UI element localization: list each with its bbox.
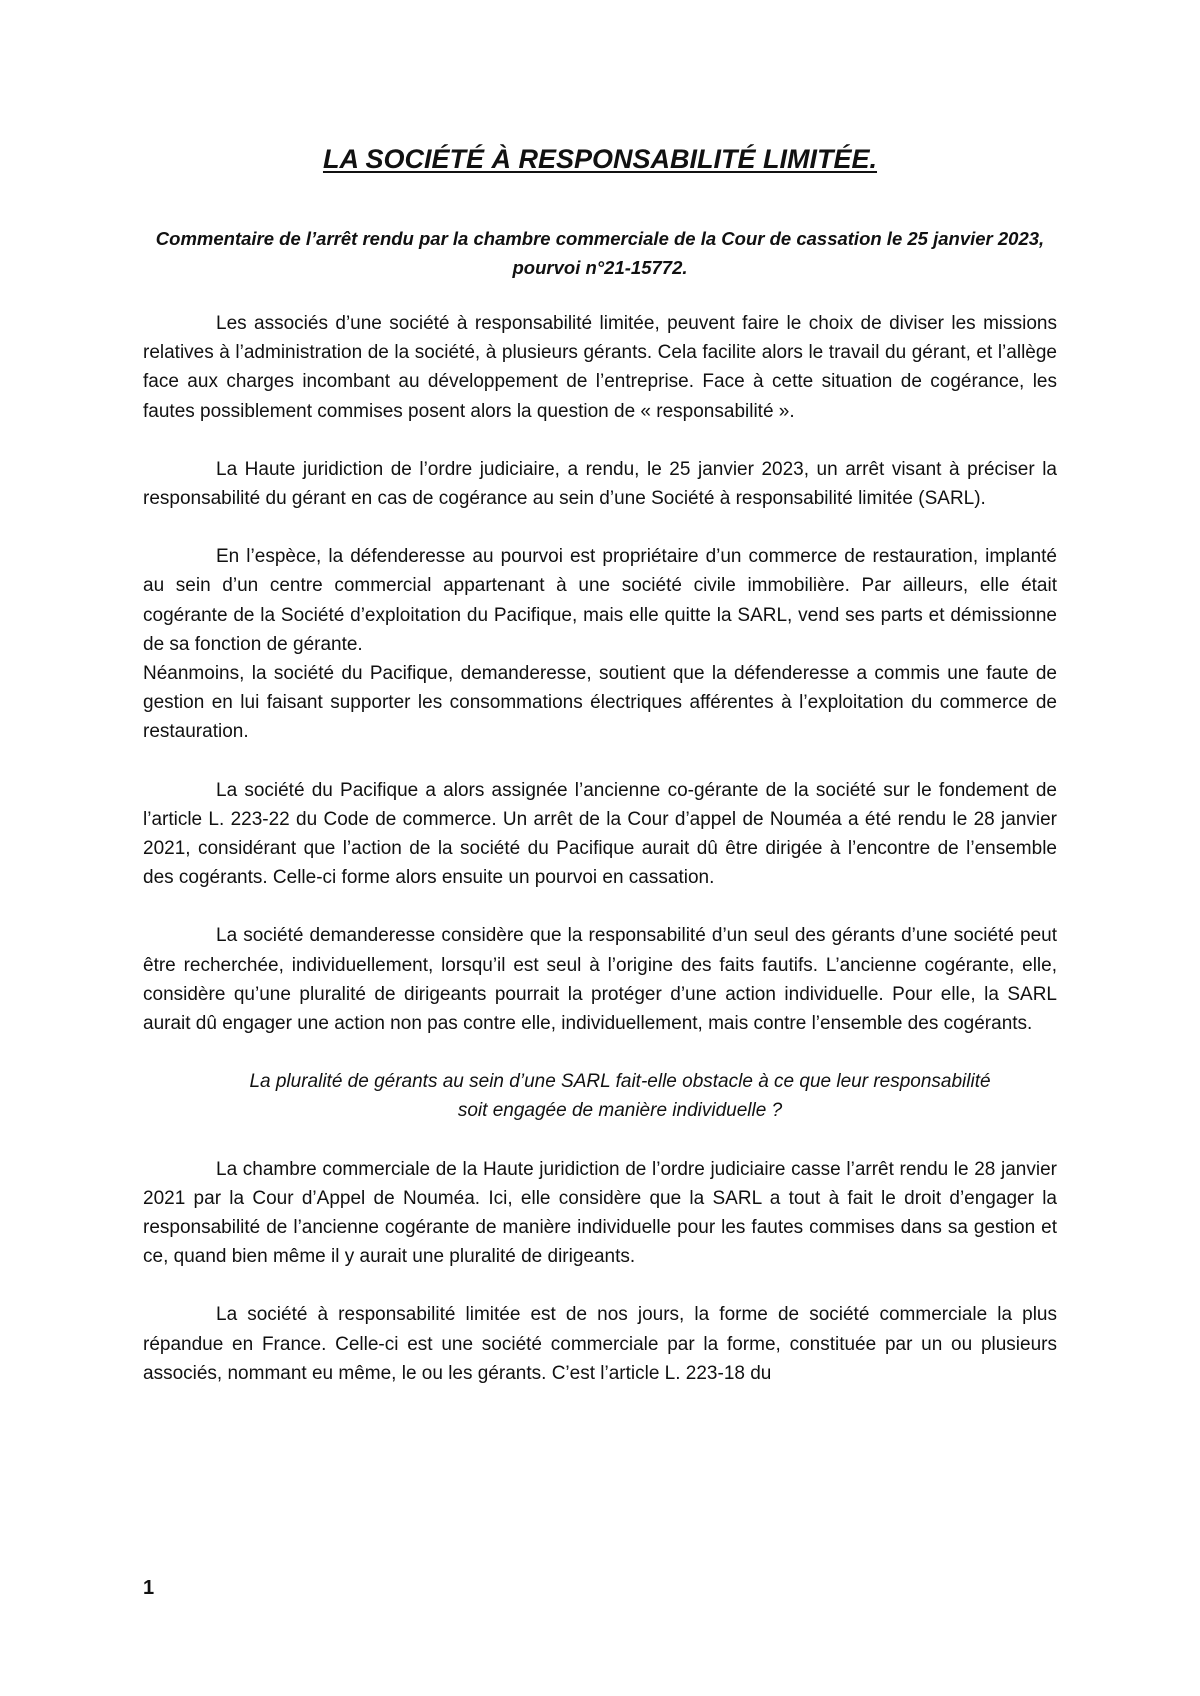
paragraph-faits: En l’espèce, la défenderesse au pourvoi est propriétaire d’un commerce de restauration, implanté au sein d’un centre commercial appartenant à une société civile immobilière. Par ailleurs, elle était cogérante de la Société d’exploitation du Pacifique, mais elle quitte la SARL, vend ses parts et démissionne de sa fonction de gérante. (143, 546, 1057, 655)
paragraph-pretentions: La société demanderesse considère que la responsabilité d’un seul des gérants d’une société peut être recherchée, individuellement, lorsqu’il est seul à l’origine des faits fautifs. L’ancienne cogérante, elle, considère qu’une pluralité de dirigeants pourrait la protéger d’une action individuelle. Pour elle, la SARL aurait dû engager une action non pas contre elle, individuellement, mais contre l’ensemble des cogérants. (143, 925, 1057, 1035)
document-body (143, 309, 1057, 1417)
paragraph-annonce: La société à responsabilité limitée est de nos jours, la forme de société commerciale la plus répandue en France. Celle-ci est une société commerciale par la forme, constituée par un ou plusieurs associés, nommant eu même, le ou les gérants. C’est l’article L. 223-18 du (143, 1304, 1057, 1384)
document-subtitle: Commentaire de l’arrêt rendu par la chambre commerciale de la Cour de cassation le 25 janvier 2023, pourvoi n°21-15772. (155, 228, 1045, 278)
problematique-question: La pluralité de gérants au sein d’une SARL fait-elle obstacle à ce que leur responsabilité soit engagée de manière individuelle ? (249, 1071, 991, 1122)
paragraph-arret: La Haute juridiction de l’ordre judiciaire, a rendu, le 25 janvier 2023, un arrêt visant à préciser la responsabilité du gérant en cas de cogérance au sein d’une Société à responsabilité limitée (SARL). (143, 458, 1057, 510)
paragraph-introduction: Les associés d’une société à responsabilité limitée, peuvent faire le choix de diviser les missions relatives à l’administration de la société, à plusieurs gérants. Cela facilite alors le travail du gérant, et l’allège face aux charges incombant au développement de l’entreprise. Face à cette situation de cogérance, les fautes possiblement commises posent alors la question de « responsabilité ». (143, 313, 1057, 422)
paragraph-faits-suite: Néanmoins, la société du Pacifique, demanderesse, soutient que la défenderesse a commis une faute de gestion en lui faisant supporter les consommations électriques afférentes à l’exploitation du commerce de restauration. (143, 663, 1057, 743)
page-number: 1 (143, 1577, 155, 1599)
paragraph-solution: La chambre commerciale de la Haute juridiction de l’ordre judiciaire casse l’arrêt rendu le 28 janvier 2021 par la Cour d’Appel de Nouméa. Ici, elle considère que la SARL a tout à fait le droit d’engager la responsabilité de l’ancienne cogérante de manière individuelle pour les fautes commises dans sa gestion et ce, quand bien même il y aurait une pluralité de dirigeants. (143, 1158, 1057, 1268)
document-title: LA SOCIÉTÉ À RESPONSABILITÉ LIMITÉE. (322, 144, 878, 174)
paragraph-procedure: La société du Pacifique a alors assignée l’ancienne co-gérante de la société sur le fondement de l’article L. 223-22 du Code de commerce. Un arrêt de la Cour d’appel de Nouméa a été rendu le 28 janvier 2021, considérant que l’action de la société du Pacifique aurait dû être dirigée à l’encontre de l’ensemble des cogérants. Celle-ci forme alors ensuite un pourvoi en cassation. (143, 779, 1057, 889)
